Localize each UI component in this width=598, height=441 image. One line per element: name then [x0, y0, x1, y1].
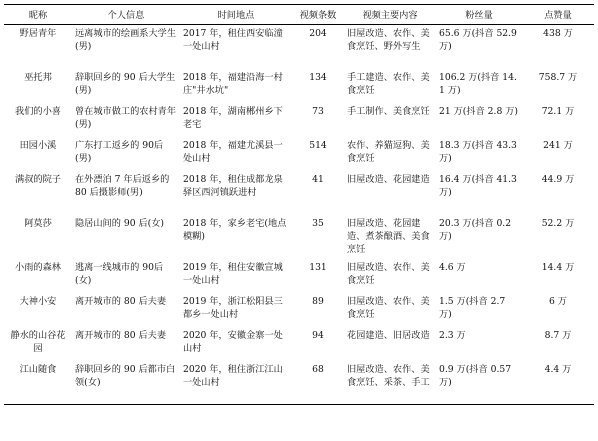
cell-profile: 离开城市的 80 后夫妻: [75, 295, 167, 307]
cell-video-count: 134: [309, 71, 327, 83]
table-row: [4, 259, 594, 293]
cell-profile: 曾在城市做工的农村青年(男): [75, 105, 177, 130]
cell-fans: 20.3 万(抖音 0.2 万): [439, 217, 512, 242]
cell-video-count: 35: [312, 217, 324, 229]
cell-fans: 65.6 万(抖音 52.9 万): [439, 28, 517, 52]
cell-fans: 18.3 万(抖音 43.3 万): [439, 139, 517, 164]
cell-likes: 8.7 万: [544, 329, 572, 341]
cell-likes: 438 万: [543, 28, 573, 39]
cell-content: 旧屋改造、花园建造: [347, 173, 430, 185]
cell-content: 旧屋改造、农作、美食烹饪: [347, 261, 430, 286]
cell-profile: 离开城市的 80 后夫妻: [75, 329, 167, 341]
header-fans: 粉丝量: [465, 9, 493, 21]
cell-content: 手工制作、美食烹饪: [347, 105, 430, 117]
cell-time-place: 2018 年，福建沿海一村庄"井水坑": [183, 71, 283, 96]
cell-name: 江山随食: [19, 363, 57, 375]
cell-name: 小雨的森林: [15, 261, 61, 273]
header-profile: 个人信息: [107, 9, 145, 21]
cell-likes: 14.4 万: [541, 261, 575, 273]
cell-profile: 辞职回乡的 90 后大学生(男): [75, 71, 176, 96]
table-row: [4, 69, 594, 103]
table-row: [4, 293, 594, 327]
cell-fans: 2.3 万: [439, 329, 466, 341]
header-video-count: 视频条数: [299, 9, 337, 21]
cell-video-count: 94: [312, 329, 324, 341]
cell-name: 阿莫莎: [24, 217, 52, 229]
cell-video-count: 204: [309, 28, 327, 39]
cell-profile: 逃离一线城市的 90后(女): [75, 261, 164, 286]
header-likes: 点赞量: [544, 9, 572, 21]
cell-likes: 44.9 万: [541, 173, 575, 185]
header-content: 视频主要内容: [362, 9, 418, 21]
cell-video-count: 89: [312, 295, 324, 307]
cell-profile: 远离城市的绘画系大学生(男): [75, 28, 177, 52]
cell-profile: 辞职回乡的 90 后都市白领(女): [75, 363, 176, 388]
cell-fans: 0.9 万(抖音 0.57 万): [439, 363, 512, 388]
cell-video-count: 68: [312, 363, 324, 375]
table-row: [4, 103, 594, 137]
cell-name: 巫托邦: [24, 71, 52, 83]
creators-table: [4, 4, 594, 405]
cell-content: 农作、养猫逗狗、美食烹饪: [347, 139, 430, 164]
cell-time-place: 2019 年，租住安徽宣城一处山村: [183, 261, 283, 286]
cell-time-place: 2018 年，家乡老宅(地点模糊): [183, 217, 287, 242]
cell-time-place: 2020 年，安徽金寨一处山村: [183, 329, 283, 354]
cell-likes: 241 万: [543, 139, 573, 151]
header-name: 昵称: [28, 9, 48, 21]
cell-content: 旧屋改造、农作、美食烹饪、采茶、手工: [347, 363, 430, 388]
cell-likes: 6 万: [549, 295, 567, 307]
cell-name: 田园小溪: [19, 139, 57, 151]
cell-likes: 4.4 万: [544, 363, 572, 375]
cell-time-place: 2020 年，租住浙江江山一处山村: [183, 363, 283, 388]
cell-likes: 52.2 万: [541, 217, 575, 229]
table-row: [4, 137, 594, 171]
table-row: [4, 25, 594, 69]
cell-fans: 1.5 万(抖音 2.7 万): [439, 295, 506, 320]
cell-name: 满叔的院子: [15, 173, 61, 185]
cell-profile: 广东打工返乡的 90后(男): [75, 139, 164, 164]
cell-name: 大神小安: [19, 295, 57, 307]
cell-profile: 在外漂泊 7 年后返乡的 80 后摄影师(男): [75, 173, 170, 198]
table-header: [4, 5, 594, 25]
cell-content: 手工建造、农作、美食烹饪: [347, 71, 430, 96]
cell-profile: 隐居山间的 90 后(女): [75, 217, 165, 229]
cell-fans: 16.4 万(抖音 41.3 万): [439, 173, 517, 198]
cell-content: 花园建造、旧居改造: [347, 329, 430, 341]
cell-name: 静水的山谷花园: [10, 329, 66, 354]
table-body: [4, 25, 594, 405]
header-row: [4, 5, 594, 25]
cell-time-place: 2018 年，湖南郴州乡下老宅: [183, 105, 283, 130]
table-row: [4, 361, 594, 405]
cell-fans: 106.2 万(抖音 14.1 万): [439, 71, 517, 96]
table-row: [4, 215, 594, 259]
table-row: [4, 327, 594, 361]
cell-video-count: 514: [309, 139, 327, 151]
cell-likes: 72.1 万: [541, 105, 575, 117]
cell-fans: 4.6 万: [439, 261, 466, 273]
cell-video-count: 41: [312, 173, 324, 185]
cell-video-count: 131: [309, 261, 327, 273]
cell-time-place: 2017 年，租住西安临潼一处山村: [183, 28, 283, 52]
cell-time-place: 2018 年，福建尤溪县一处山村: [183, 139, 283, 164]
cell-time-place: 2018 年，租住成都龙泉驿区西河镇跃进村: [183, 173, 283, 198]
cell-name: 野居青年: [19, 28, 57, 39]
cell-video-count: 73: [312, 105, 324, 117]
cell-content: 旧屋改造、花园建造、煮茶酿酒、美食烹饪: [347, 217, 430, 255]
cell-content: 旧屋改造、农作、美食烹饪、野外写生: [347, 28, 430, 52]
cell-content: 旧屋改造、农作、美食烹饪: [347, 295, 430, 320]
cell-name: 我们的小喜: [15, 105, 61, 117]
table-row: [4, 171, 594, 215]
cell-likes: 758.7 万: [538, 71, 578, 83]
cell-fans: 21 万(抖音 2.8 万): [439, 105, 518, 117]
header-time-place: 时间地点: [217, 9, 255, 21]
cell-time-place: 2019 年，浙江松阳县三都乡一处山村: [183, 295, 283, 320]
